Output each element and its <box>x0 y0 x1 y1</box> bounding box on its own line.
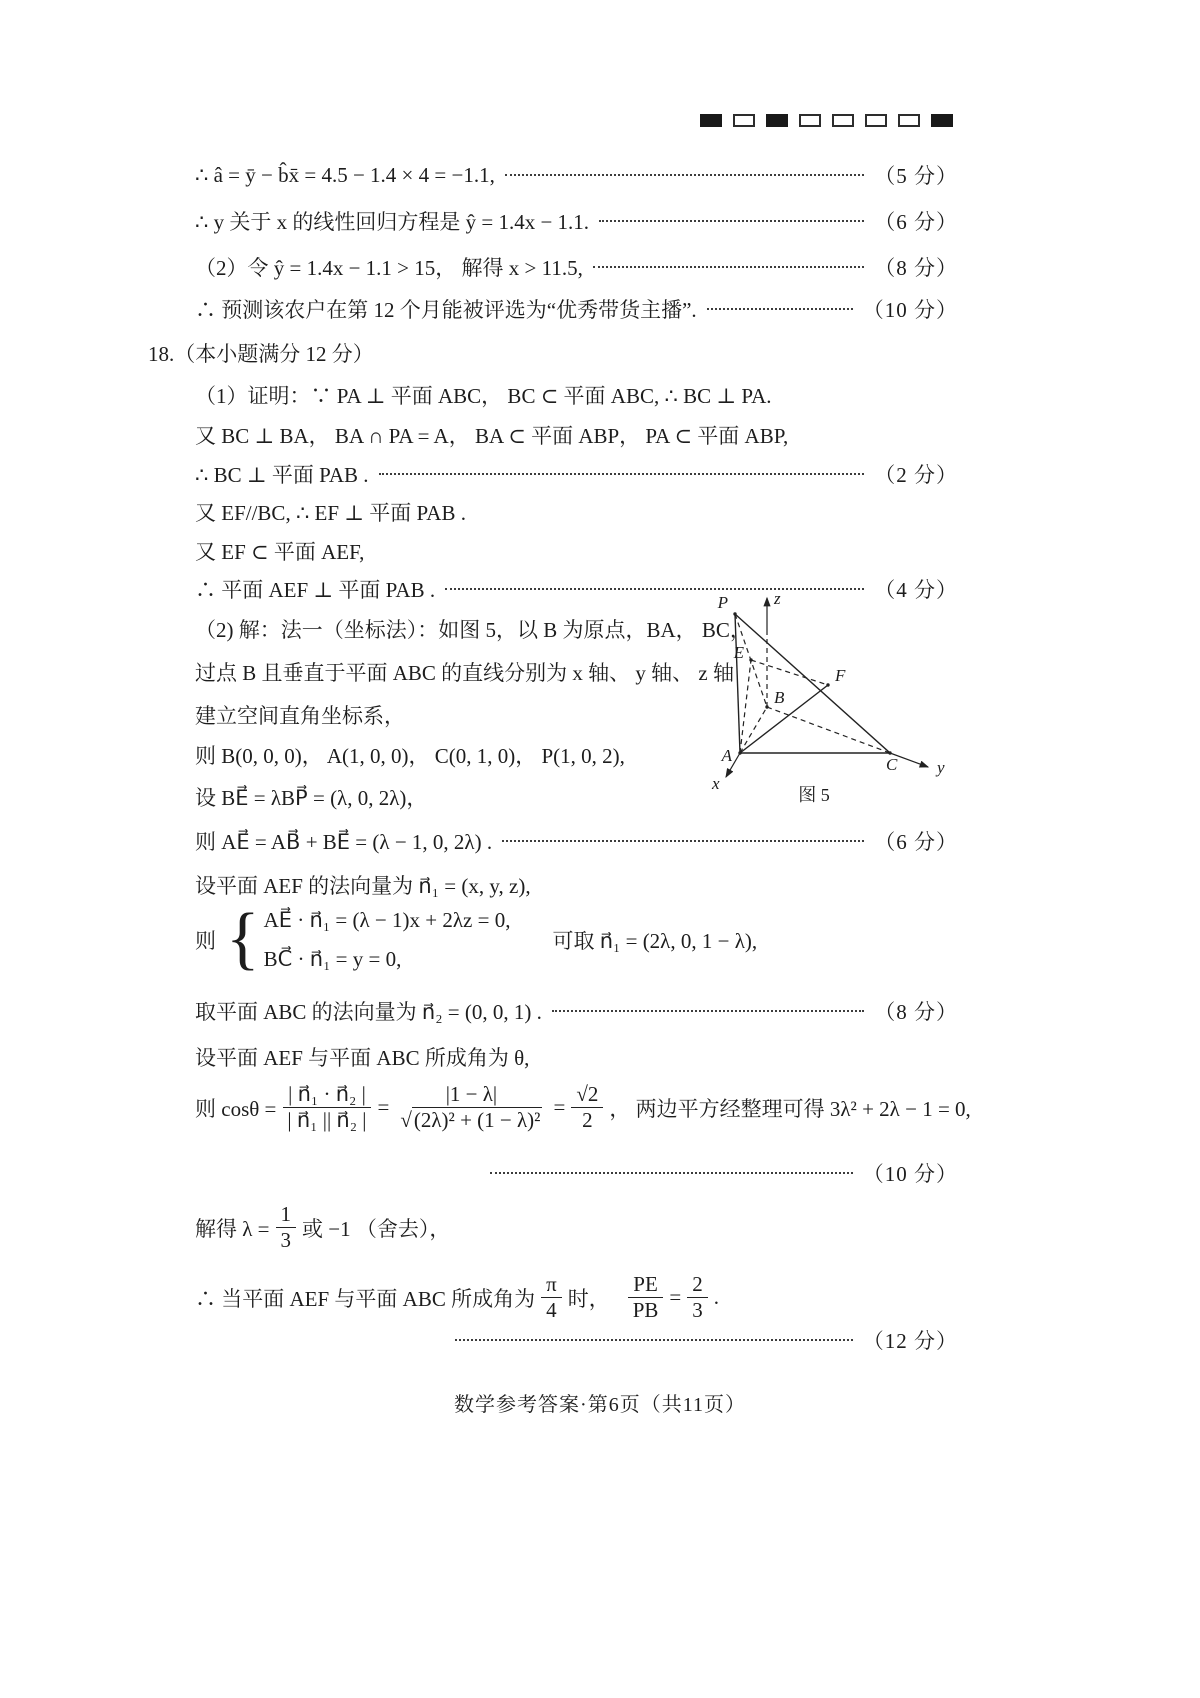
line-text: 则 AE⃗ = AB⃗ + BE⃗ = (λ − 1, 0, 2λ) . <box>195 830 493 854</box>
registration-mark <box>733 114 755 127</box>
dotted-leader <box>455 1339 853 1341</box>
vertex-label-C: C <box>886 755 898 774</box>
dotted-leader <box>552 1010 864 1012</box>
visible-edges <box>735 614 890 753</box>
score-badge: （10 分） <box>862 1162 958 1186</box>
vertex-A <box>738 751 741 754</box>
fraction-lambda <box>395 1082 547 1133</box>
axis-label-z: z <box>774 589 781 608</box>
dotted-leader <box>593 266 864 268</box>
fraction-denominator: PB <box>632 1298 659 1323</box>
vertex-P <box>733 612 736 615</box>
equation-system <box>195 899 758 977</box>
figure-5 <box>688 588 978 818</box>
vertex-B <box>765 705 768 708</box>
problem-18-header <box>148 338 374 368</box>
score-line-10 <box>480 1158 958 1188</box>
fraction-denominator: 3 <box>280 1228 292 1253</box>
line-text: ∴ 预测该农户在第 12 个月能被评选为“优秀带货主播”. <box>195 298 697 322</box>
part2-setup-2 <box>195 657 734 687</box>
registration-mark <box>865 114 887 127</box>
equals-sign: = <box>669 1285 682 1310</box>
cos-theta-equation <box>195 1082 971 1133</box>
figure-5-diagram <box>688 588 978 818</box>
vertex-label-B: B <box>774 688 785 707</box>
edge-AE <box>740 660 751 753</box>
fraction-numerator: |1 − λ| <box>441 1082 502 1108</box>
part2-setup-1 <box>195 614 751 644</box>
fraction-denominator: 3 <box>692 1298 703 1323</box>
proof-step-2 <box>195 420 788 450</box>
line-text: 设平面 AEF 与平面 ABC 所成角为 θ, <box>195 1046 530 1070</box>
edge-PC <box>735 614 890 753</box>
coordinate-axes <box>726 598 928 777</box>
lambda-lead: 解得 λ = <box>195 1216 270 1241</box>
proof-step-3 <box>195 459 958 489</box>
final-conclusion-line <box>195 1272 719 1323</box>
dotted-leader <box>599 220 864 222</box>
fraction-numerator: 2 <box>687 1272 708 1298</box>
fraction-numerator: 1 <box>276 1202 297 1228</box>
vertex-label-A: A <box>721 746 732 765</box>
score-line-12 <box>445 1325 958 1355</box>
proof-step-4 <box>195 497 466 527</box>
score-badge: （10 分） <box>862 298 958 322</box>
score-badge: （6 分） <box>874 210 958 234</box>
line-text: 建立空间直角坐标系， <box>195 704 405 728</box>
cos-lead: 则 cosθ = <box>195 1096 277 1121</box>
fraction-numerator: π <box>541 1272 562 1298</box>
line-text: （2) 解：法一（坐标法）：如图 5，以 B 为原点，BA， BC， <box>195 618 751 642</box>
equals-sign: = <box>553 1095 566 1120</box>
axis-label-y: y <box>937 758 945 777</box>
score-badge: （8 分） <box>874 1000 958 1024</box>
system-row-1: AE⃗ · n⃗₁ = (λ − 1)x + 2λz = 0, <box>263 908 511 932</box>
brace-symbol: { <box>226 899 260 977</box>
fraction-one-third <box>276 1202 297 1253</box>
fraction-numerator: | n⃗₁ · n⃗₂ | <box>283 1082 371 1108</box>
conclusion-tail: . <box>713 1285 719 1310</box>
vertex-E <box>749 658 752 661</box>
fraction-numerator: √2 <box>571 1082 603 1108</box>
dotted-leader <box>379 473 865 475</box>
vector-ae-line <box>195 826 958 856</box>
edge-BC <box>767 707 890 753</box>
sqrt-symbol: √ <box>400 1108 412 1133</box>
line-text: 又 BC ⊥ BA， BA ∩ PA = A， BA ⊂ 平面 ABP， PA ⊂ 平面 ABP, <box>195 424 789 448</box>
coordinates-line <box>195 740 625 770</box>
part2-setup-3 <box>195 700 405 730</box>
fraction-denominator: | n⃗₁ || n⃗₂ | <box>287 1108 367 1133</box>
fraction-pi-over-4 <box>541 1272 562 1323</box>
cos-tail: ， 两边平方经整理可得 3λ² + 2λ − 1 = 0, <box>609 1096 971 1121</box>
fraction-two-thirds <box>687 1272 708 1323</box>
page-footer: 数学参考答案·第6页（共11页） <box>454 1394 746 1416</box>
registration-marks <box>700 114 953 127</box>
line-text: ∴ â = ȳ − b̂x̄ = 4.5 − 1.4 × 4 = −1.1, <box>195 162 495 187</box>
score-badge: （8 分） <box>874 256 958 280</box>
line-text: ∴ 平面 AEF ⊥ 平面 PAB . <box>195 578 436 602</box>
score-badge: （12 分） <box>862 1329 958 1353</box>
registration-mark <box>766 114 788 127</box>
system-rows <box>264 908 511 972</box>
vertex-label-P: P <box>717 593 728 612</box>
dotted-leader <box>707 308 853 310</box>
vertex-F <box>826 683 829 686</box>
fraction-denominator: 4 <box>546 1298 557 1323</box>
score-badge: （6 分） <box>874 830 958 854</box>
line-text: 设 BE⃗ = λBP⃗ = (λ, 0, 2λ)， <box>195 786 428 810</box>
system-row-2: BC⃗ · n⃗₁ = y = 0, <box>263 947 402 971</box>
line-text: 18.（本小题满分 12 分） <box>148 342 374 366</box>
fraction-pe-over-pb <box>628 1272 664 1323</box>
line-text: 又 EF ⊂ 平面 AEF, <box>195 540 365 564</box>
proof-step-1 <box>195 380 772 410</box>
lambda-solution-line <box>195 1202 450 1253</box>
solution-line-solve-x <box>195 252 958 282</box>
axis-label-x: x <box>712 774 720 793</box>
dotted-leader <box>490 1172 853 1174</box>
equals-sign: = <box>377 1095 390 1120</box>
line-text: （2）令 ŷ = 1.4x − 1.1 > 15， 解得 x > 11.5, <box>195 256 583 280</box>
solution-line-predict <box>195 294 958 324</box>
line-text: 过点 B 且垂直于平面 ABC 的直线分别为 x 轴、 y 轴、 z 轴 <box>195 661 735 685</box>
line-text: （1）证明：∵ PA ⊥ 平面 ABC， BC ⊂ 平面 ABC, ∴ BC ⊥ PA. <box>195 384 772 408</box>
registration-mark <box>799 114 821 127</box>
vector-be-line <box>195 782 427 812</box>
fraction-denominator: 2 <box>582 1108 593 1133</box>
solution-line-regression-eq <box>195 206 958 236</box>
vertex-label-F: F <box>835 666 846 685</box>
score-badge: （2 分） <box>874 463 958 487</box>
line-text: ∴ BC ⊥ 平面 PAB . <box>195 463 369 487</box>
system-result: 可取 n⃗₁ = (2λ, 0, 1 − λ), <box>552 929 758 953</box>
score-badge: （5 分） <box>874 164 958 188</box>
vertex-label-E: E <box>733 643 744 662</box>
edge-PA <box>735 614 740 753</box>
conclusion-mid: 时， <box>567 1286 610 1311</box>
normal-vector-abc <box>195 996 958 1026</box>
registration-mark <box>832 114 854 127</box>
line-text: 又 EF//BC, ∴ EF ⊥ 平面 PAB . <box>195 501 466 525</box>
registration-mark <box>700 114 722 127</box>
figure-caption: 图 5 <box>798 785 830 805</box>
line-text: 则 B(0, 0, 0)， A(1, 0, 0)， C(0, 1, 0)， P(1, 0, 2), <box>195 744 625 768</box>
registration-mark <box>931 114 953 127</box>
dotted-leader <box>505 174 864 176</box>
angle-theta-intro <box>195 1042 529 1072</box>
line-text: ∴ y 关于 x 的线性回归方程是 ŷ = 1.4x − 1.1. <box>195 210 590 234</box>
lambda-tail: 或 −1 （舍去）， <box>302 1216 451 1241</box>
registration-mark <box>898 114 920 127</box>
fraction-numerator: PE <box>628 1272 663 1298</box>
dotted-leader <box>502 840 864 842</box>
score-badge: （4 分） <box>874 578 958 602</box>
fraction-denominator <box>395 1108 547 1133</box>
system-lead: 则 <box>195 929 216 953</box>
fraction-n1n2 <box>282 1082 371 1133</box>
line-text: 设平面 AEF 的法向量为 n⃗₁ = (x, y, z), <box>195 874 531 898</box>
normal-vector-intro <box>195 870 531 900</box>
fraction-sqrt2-over-2 <box>571 1082 603 1133</box>
line-text: 取平面 ABC 的法向量为 n⃗₂ = (0, 0, 1) . <box>195 1000 542 1024</box>
solution-line-a-hat <box>195 160 958 190</box>
radicand: (2λ)² + (1 − λ)² <box>413 1108 541 1133</box>
conclusion-lead: ∴ 当平面 AEF 与平面 ABC 所成角为 <box>195 1286 536 1311</box>
proof-step-5 <box>195 536 364 566</box>
